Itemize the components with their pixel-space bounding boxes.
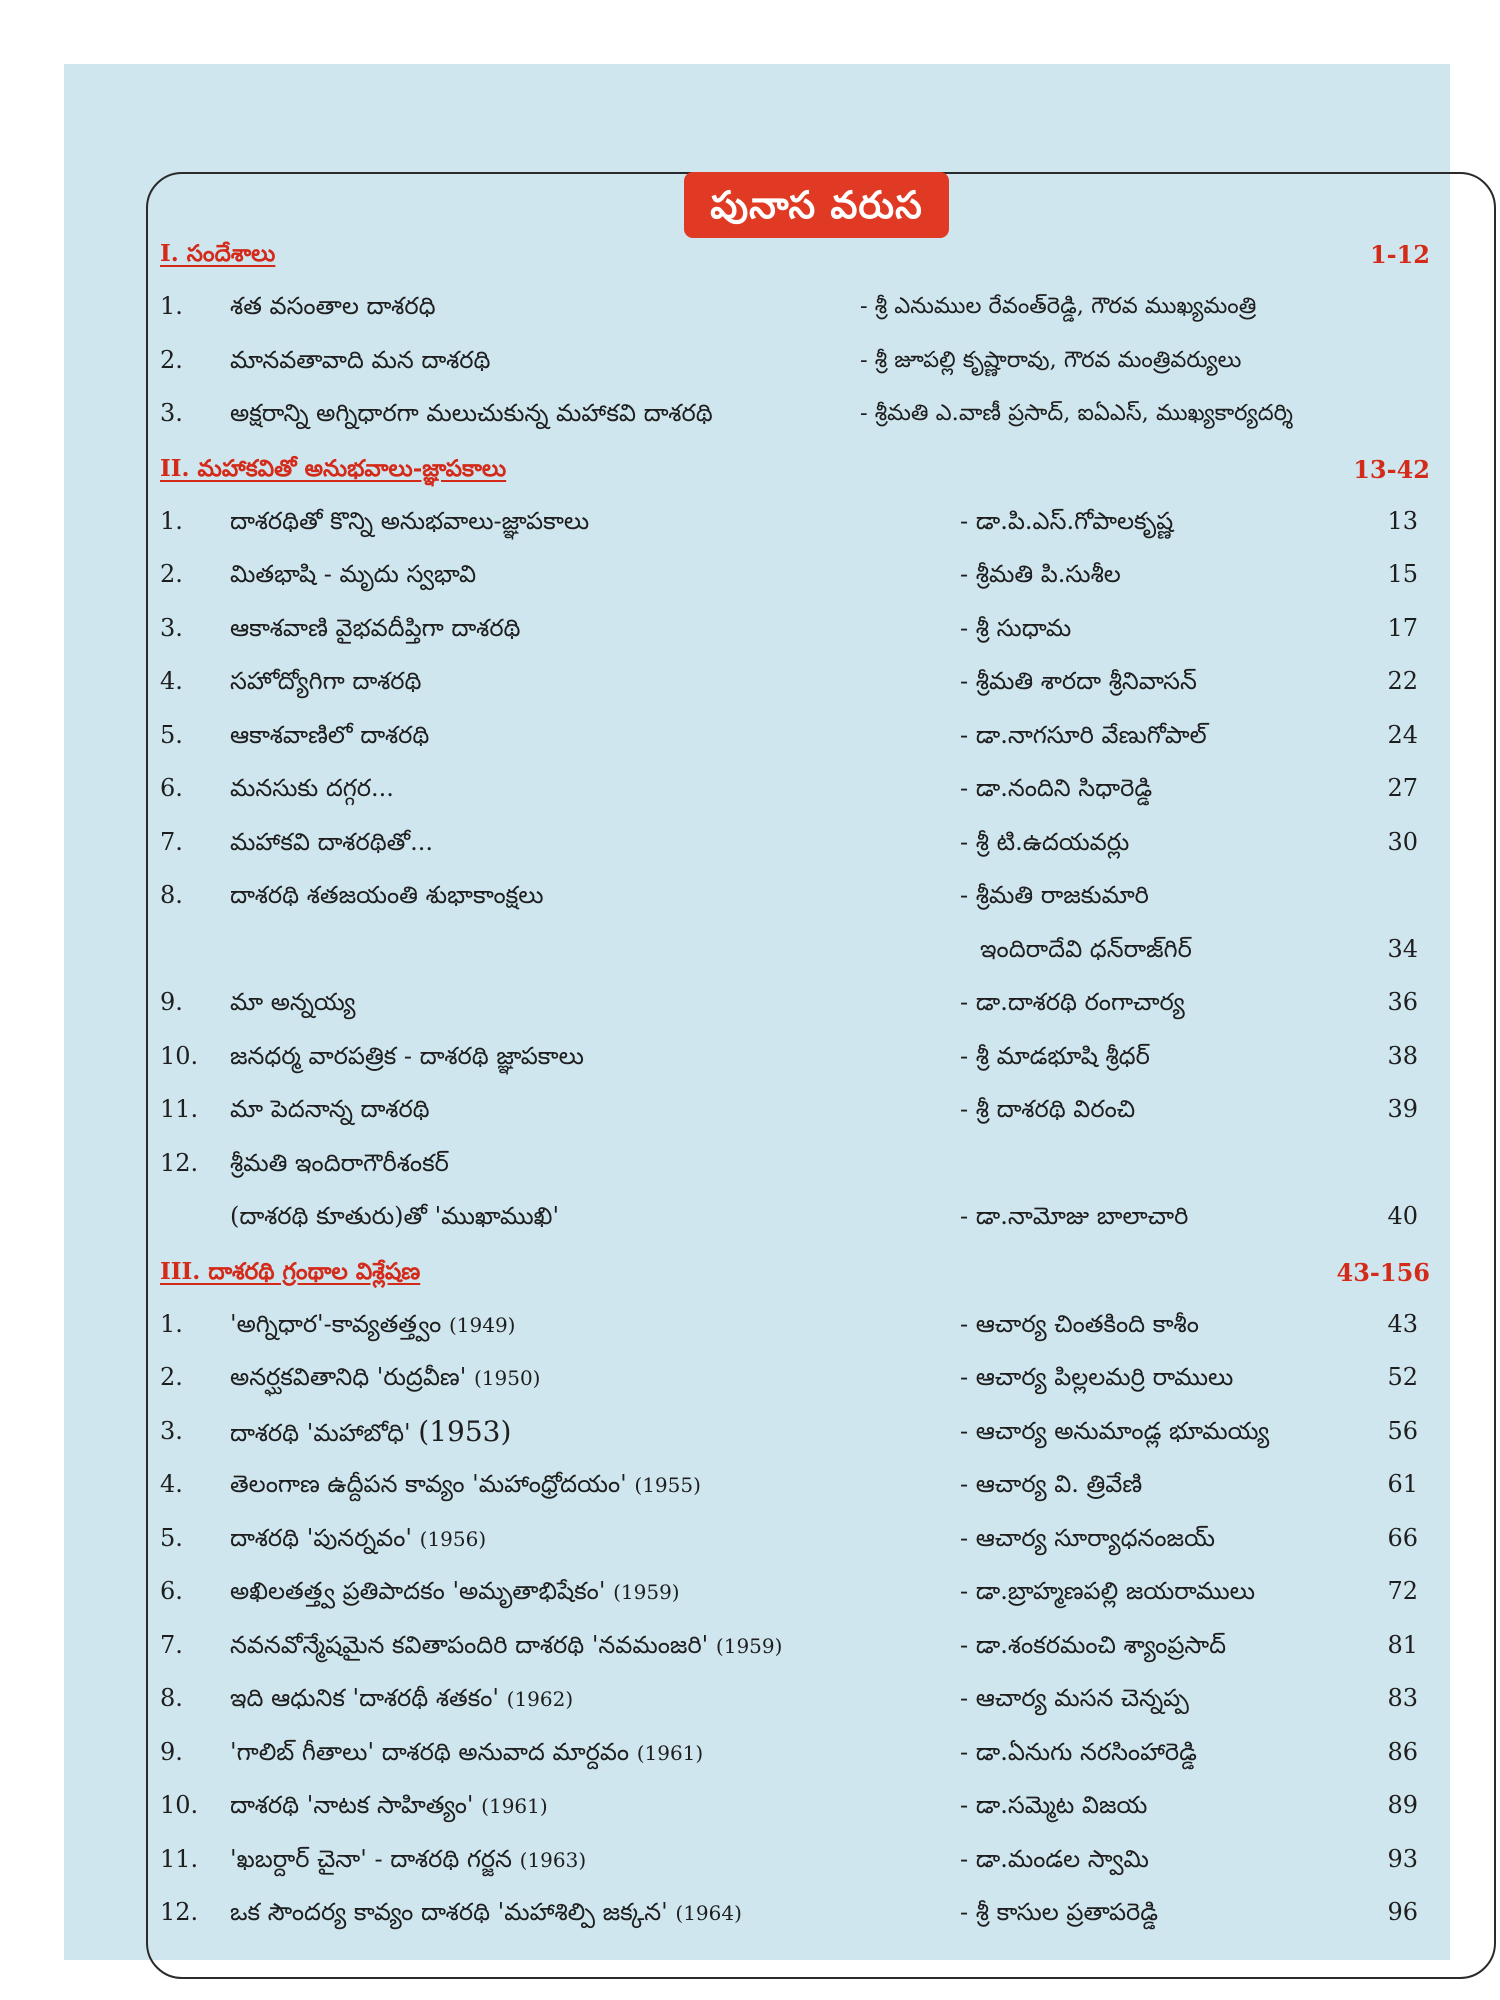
toc-entry — [160, 1458, 1430, 1512]
entry-title: దాశరథి 'మహాబోధి' — [230, 1418, 411, 1447]
entry-page-number: 81 — [1387, 1630, 1418, 1659]
entry-author: - ఆచార్య చింతకింది కాశీం — [960, 1309, 1199, 1338]
toc-entry — [160, 1083, 1430, 1137]
entry-title: 'గాలిబ్ గీతాలు' దాశరథి అనువాద మార్దవం — [230, 1737, 630, 1766]
entry-year: (1956) — [419, 1526, 487, 1551]
entry-number: 9. — [160, 988, 183, 1016]
entry-author: - డా.పి.ఎస్.గోపాలకృష్ణ — [960, 506, 1174, 535]
entry-page-number: 40 — [1387, 1202, 1418, 1230]
entry-title: తెలంగాణ ఉద్దీపన కావ్యం 'మహాంధ్రోదయం' — [230, 1470, 627, 1498]
entry-author: - డా.బ్రాహ్మణపల్లి జయరాములు — [960, 1577, 1255, 1605]
entry-number: 3. — [160, 399, 183, 427]
entry-year: (1959) — [613, 1580, 680, 1604]
entry-title: 'అగ్నిధార'-కావ్యతత్త్వం — [230, 1309, 442, 1338]
entry-number: 4. — [160, 667, 183, 695]
entry-title: (దాశరథి కూతురు)తో 'ముఖాముఖి' — [230, 1202, 560, 1230]
entry-title: ఆకాశవాణిలో దాశరథి — [230, 720, 430, 749]
entry-title: అక్షరాన్ని అగ్నిధారగా మలుచుకున్న మహాకవి దాశరథి — [230, 399, 713, 427]
entry-author: - శ్రీ ఎనుముల రేవంత్‌రెడ్డి, గౌరవ ముఖ్యమంత్రి — [860, 293, 1257, 319]
entry-title: మా అన్నయ్య — [230, 988, 356, 1016]
entry-year: (1959) — [715, 1633, 783, 1658]
entry-number: 8. — [160, 1684, 183, 1712]
entry-year: (1963) — [519, 1847, 587, 1872]
entry-title: ఇది ఆధునిక 'దాశరథీ శతకం' — [230, 1684, 500, 1712]
toc-entry — [160, 387, 1430, 441]
entry-title: మితభాషి - మృదు స్వభావి — [230, 560, 477, 588]
entry-year: (1961) — [636, 1740, 704, 1765]
toc-entry — [160, 976, 1430, 1030]
toc-entry — [160, 1565, 1430, 1619]
entry-author: - శ్రీ కాసుల ప్రతాపరెడ్డి — [960, 1898, 1159, 1926]
entry-author: - శ్రీ దాశరథి విరంచి — [960, 1095, 1136, 1123]
entry-author: - డా.మండల స్వామి — [960, 1844, 1149, 1873]
entry-number: 2. — [160, 560, 183, 588]
entry-title: శత వసంతాల దాశరధి — [230, 292, 436, 320]
entry-author: - శ్రీ జూపల్లి కృష్ణారావు, గౌరవ మంత్రివర్యులు — [860, 346, 1242, 373]
entry-page-number: 36 — [1387, 988, 1418, 1016]
toc-entry — [160, 1030, 1430, 1084]
entry-year: (1964) — [675, 1901, 742, 1925]
entry-year: (1961) — [481, 1794, 548, 1818]
entry-page-number: 13 — [1387, 506, 1418, 535]
entry-number: 2. — [160, 1363, 183, 1391]
entry-title: అఖిలతత్త్వ ప్రతిపాదకం 'అమృతాభిషేకం' — [230, 1577, 606, 1605]
entry-number: 9. — [160, 1737, 183, 1766]
entry-year: (1962) — [506, 1687, 574, 1711]
entry-year: (1953) — [418, 1414, 512, 1448]
entry-page-number: 39 — [1387, 1095, 1418, 1123]
toc-entry — [160, 334, 1430, 388]
entry-author: - ఆచార్య వి. త్రివేణి — [960, 1470, 1143, 1498]
entry-page-number: 27 — [1387, 774, 1418, 802]
entry-title: ఆకాశవాణి వైభవదీప్తిగా దాశరథి — [230, 613, 521, 642]
section-header — [160, 232, 1430, 280]
entry-number: 1. — [160, 1309, 183, 1338]
entry-page-number: 96 — [1387, 1898, 1418, 1926]
entry-page-number: 83 — [1387, 1684, 1418, 1712]
entry-page-number: 15 — [1387, 560, 1418, 588]
entry-author: - ఆచార్య మసన చెన్నప్ప — [960, 1684, 1189, 1712]
toc-entry — [160, 1886, 1430, 1940]
entry-page-number: 72 — [1387, 1577, 1418, 1605]
entry-title: సహోద్యోగిగా దాశరథి — [230, 667, 422, 695]
toc-entry-continued — [160, 1190, 1430, 1244]
toc-entry — [160, 280, 1430, 334]
entry-page-number: 34 — [1387, 934, 1418, 963]
entry-author: - డా.ఏనుగు నరసింహారెడ్డి — [960, 1737, 1197, 1766]
entry-author: - డా.నందిని సిధారెడ్డి — [960, 774, 1153, 802]
entry-page-number: 56 — [1387, 1416, 1418, 1445]
section-header — [160, 447, 1430, 495]
toc-entry — [160, 1351, 1430, 1405]
entry-title: దాశరథితో కొన్ని అనుభవాలు-జ్ఞాపకాలు — [230, 506, 590, 535]
entry-author: - ఆచార్య అనుమాండ్ల భూమయ్య — [960, 1416, 1270, 1445]
toc-entry — [160, 1619, 1430, 1673]
entry-title: దాశరథి శతజయంతి శుభాకాంక్షలు — [230, 881, 544, 909]
entry-number: 2. — [160, 345, 183, 374]
entry-author: ఇందిరాదేవి ధన్‌రాజ్‌గిర్ — [980, 934, 1192, 963]
entry-author: - డా.సమ్మెట విజయ — [960, 1791, 1148, 1819]
entry-number: 11. — [160, 1844, 199, 1873]
entry-number: 10. — [160, 1041, 199, 1070]
entry-number: 5. — [160, 1523, 183, 1552]
entry-number: 12. — [160, 1898, 199, 1926]
section-page-range: 13-42 — [1353, 454, 1430, 484]
toc-entry — [160, 1298, 1430, 1352]
entry-author: - ఆచార్య సూర్యాధనంజయ్ — [960, 1523, 1215, 1552]
toc-entry — [160, 1779, 1430, 1833]
entry-title: నవనవోన్మేషమైన కవితాపందిరి దాశరథి 'నవమంజరి' — [230, 1630, 709, 1659]
toc-entry — [160, 1726, 1430, 1780]
toc-entry — [160, 1833, 1430, 1887]
entry-number: 5. — [160, 720, 183, 749]
entry-title: 'ఖబర్దార్ చైనా' - దాశరథి గర్జన — [230, 1844, 513, 1873]
entry-page-number: 66 — [1387, 1523, 1418, 1552]
toc-entry — [160, 655, 1430, 709]
entry-number: 4. — [160, 1470, 183, 1498]
entry-author: - శ్రీ మాడభూషి శ్రీధర్ — [960, 1041, 1150, 1070]
section-page-range: 1-12 — [1369, 240, 1430, 269]
entry-year: (1955) — [634, 1473, 701, 1497]
entry-number: 1. — [160, 292, 183, 320]
entry-page-number: 86 — [1387, 1737, 1418, 1766]
entry-author: - శ్రీ టి.ఉదయవర్లు — [960, 827, 1130, 856]
entry-page-number: 61 — [1387, 1470, 1418, 1498]
entry-number: 3. — [160, 613, 183, 642]
entry-number: 7. — [160, 827, 183, 856]
entry-number: 12. — [160, 1148, 199, 1177]
entry-title: దాశరథి 'పునర్నవం' — [230, 1523, 413, 1552]
entry-number: 8. — [160, 881, 183, 909]
entry-author: - డా.నాగసూరి వేణుగోపాల్ — [960, 720, 1207, 749]
entry-page-number: 52 — [1387, 1363, 1418, 1391]
entry-author: - డా.శంకరమంచి శ్యాంప్రసాద్ — [960, 1630, 1227, 1659]
entry-number: 1. — [160, 506, 183, 535]
entry-number: 6. — [160, 774, 183, 802]
section-title: II. మహాకవితో అనుభవాలు-జ్ఞాపకాలు — [160, 454, 507, 482]
entry-author: - శ్రీమతి రాజకుమారి — [960, 881, 1149, 909]
entry-title: మానవతావాది మన దాశరథి — [230, 345, 491, 374]
entry-author: - డా.దాశరథి రంగాచార్య — [960, 988, 1185, 1016]
toc-entry — [160, 709, 1430, 763]
entry-page-number: 43 — [1387, 1309, 1418, 1338]
toc-entry — [160, 816, 1430, 870]
entry-year: (1949) — [448, 1312, 516, 1337]
entry-author: - శ్రీమతి ఎ.వాణీ ప్రసాద్, ఐఏఎస్, ముఖ్యకార్యదర్శి — [860, 400, 1294, 426]
table-of-contents — [160, 232, 1430, 1940]
toc-entry-continued — [160, 923, 1430, 977]
toc-entry — [160, 1512, 1430, 1566]
toc-entry — [160, 869, 1430, 923]
toc-entry — [160, 602, 1430, 656]
entry-title: మనసుకు దగ్గర... — [230, 774, 394, 802]
entry-title: జనధర్మ వారపత్రిక - దాశరథి జ్ఞాపకాలు — [230, 1041, 584, 1070]
entry-author: - శ్రీమతి పి.సుశీల — [960, 560, 1121, 588]
entry-page-number: 93 — [1387, 1844, 1418, 1873]
entry-title: మహాకవి దాశరథితో... — [230, 827, 433, 856]
book-page — [64, 64, 1450, 1960]
entry-number: 6. — [160, 1577, 183, 1605]
toc-entry — [160, 548, 1430, 602]
toc-entry — [160, 1672, 1430, 1726]
entry-page-number: 24 — [1387, 720, 1418, 749]
entry-title: శ్రీమతి ఇందిరాగౌరీశంకర్ — [230, 1148, 449, 1177]
entry-title: దాశరథి 'నాటక సాహిత్యం' — [230, 1791, 474, 1819]
entry-year: (1950) — [473, 1366, 541, 1390]
entry-page-number: 30 — [1387, 827, 1418, 856]
entry-page-number: 38 — [1387, 1041, 1418, 1070]
entry-page-number: 89 — [1387, 1791, 1418, 1819]
entry-author: - డా.నామోజు బాలాచారి — [960, 1202, 1189, 1230]
entry-page-number: 22 — [1387, 667, 1418, 695]
entry-number: 10. — [160, 1791, 199, 1819]
entry-author: - శ్రీమతి శారదా శ్రీనివాసన్ — [960, 667, 1197, 695]
section-header — [160, 1250, 1430, 1298]
entry-number: 11. — [160, 1095, 199, 1123]
toc-entry — [160, 1137, 1430, 1191]
entry-author: - శ్రీ సుధామ — [960, 613, 1072, 642]
entry-title: ఒక సౌందర్య కావ్యం దాశరథి 'మహాశిల్పి జక్కన' — [230, 1898, 668, 1926]
toc-entry — [160, 495, 1430, 549]
toc-entry — [160, 1405, 1430, 1459]
section-page-range: 43-156 — [1336, 1257, 1430, 1287]
section-title: III. దాశరథి గ్రంథాల విశ్లేషణ — [160, 1257, 421, 1285]
page-title: పునాస వరుస — [684, 172, 949, 238]
entry-number: 7. — [160, 1630, 183, 1659]
entry-title: అనర్ఘకవితానిధి 'రుద్రవీణ' — [230, 1363, 467, 1391]
entry-number: 3. — [160, 1416, 183, 1445]
entry-page-number: 17 — [1387, 613, 1418, 642]
entry-title: మా పెదనాన్న దాశరథి — [230, 1095, 430, 1123]
toc-entry — [160, 762, 1430, 816]
section-title: I. సందేశాలు — [160, 240, 276, 267]
entry-author: - ఆచార్య పిల్లలమర్రి రాములు — [960, 1363, 1234, 1391]
